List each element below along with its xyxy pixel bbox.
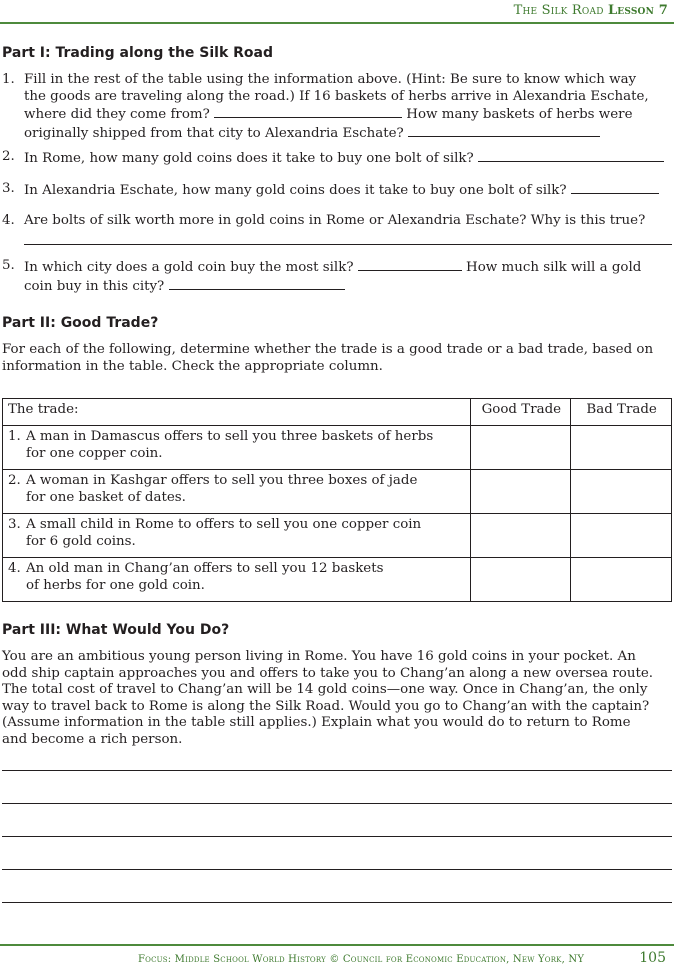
row-number: 2. xyxy=(8,473,21,488)
answer-line[interactable] xyxy=(2,770,672,771)
question-4: Are bolts of silk worth more in gold coins in Rome or Alexandria Eschate? Why is this true? xyxy=(24,213,646,228)
row-line2: for one copper coin. xyxy=(26,445,163,461)
part2-instructions xyxy=(2,342,672,375)
q1-line4 xyxy=(24,124,672,143)
q5-line1b: How much silk will a gold xyxy=(466,260,642,275)
part2-intro-line1: For each of the following, determine whether the trade is a good trade or a bad trade, based on xyxy=(2,342,654,357)
question-2 xyxy=(24,149,672,168)
footer-credit: Focus: Middle School World History © Council for Economic Education, New York, NY xyxy=(138,954,585,965)
row-line2: for 6 gold coins. xyxy=(26,533,136,549)
row-line1: A small child in Rome to offers to sell you one copper coin xyxy=(26,517,422,532)
q1-line3a: where did they come from? xyxy=(24,107,210,122)
part3-heading: Part III: What Would You Do? xyxy=(2,622,230,638)
trade-table xyxy=(2,398,672,602)
part2-intro-line2: information in the table. Check the appropriate column. xyxy=(2,358,383,374)
good-trade-cell[interactable] xyxy=(471,426,571,470)
q5-answer-blank-a[interactable] xyxy=(358,258,462,271)
header-bad-trade: Bad Trade xyxy=(571,399,672,426)
scenario-line: odd ship captain approaches you and offers to take you to Chang’an along a new oversea route. xyxy=(2,665,654,681)
q1-number: 1. xyxy=(2,72,15,87)
trade-description xyxy=(3,514,471,558)
part2-heading: Part II: Good Trade? xyxy=(2,315,159,331)
header-trade: The trade: xyxy=(3,399,471,426)
part1-heading: Part I: Trading along the Silk Road xyxy=(2,45,274,61)
q3-number: 3. xyxy=(2,181,15,196)
table-row xyxy=(3,426,672,470)
q5-answer-blank-b[interactable] xyxy=(169,277,345,290)
q2-text: In Rome, how many gold coins does it take to buy one bolt of silk? xyxy=(24,151,474,166)
answer-line[interactable] xyxy=(2,803,672,804)
header-rule xyxy=(0,22,674,24)
good-trade-cell[interactable] xyxy=(471,470,571,514)
question-5 xyxy=(24,258,672,295)
row-number: 3. xyxy=(8,517,21,532)
question-1 xyxy=(24,72,672,142)
q3-text: In Alexandria Eschate, how many gold coins does it take to buy one bolt of silk? xyxy=(24,183,567,198)
row-line2: of herbs for one gold coin. xyxy=(26,577,205,593)
scenario-line: You are an ambitious young person living in Rome. You have 16 gold coins in your pocket. An xyxy=(2,649,636,664)
q1-answer-blank-a[interactable] xyxy=(214,105,402,118)
trade-description xyxy=(3,470,471,514)
page-number: 105 xyxy=(639,950,666,966)
header-good-trade: Good Trade xyxy=(471,399,571,426)
q1-line3b: How many baskets of herbs were xyxy=(406,107,633,122)
q5-line2 xyxy=(24,277,672,296)
header-course-title: The Silk Road xyxy=(513,3,604,18)
row-line1: A woman in Kashgar offers to sell you three boxes of jade xyxy=(26,473,418,488)
row-line1: A man in Damascus offers to sell you three baskets of herbs xyxy=(26,429,434,444)
running-header xyxy=(514,3,668,18)
scenario-line: way to travel back to Rome is along the Silk Road. Would you go to Chang’an with the captain? xyxy=(2,698,650,714)
table-row xyxy=(3,470,672,514)
table-header-row xyxy=(3,399,672,426)
part3-scenario xyxy=(2,649,672,748)
q5-line1a: In which city does a gold coin buy the most silk? xyxy=(24,260,354,275)
trade-description xyxy=(3,558,471,602)
q1-line1: Fill in the rest of the table using the information above. (Hint: Be sure to know which way xyxy=(24,72,637,87)
q1-line2: the goods are traveling along the road.) If 16 baskets of herbs arrive in Alexandria Eschate, xyxy=(24,88,649,104)
table-row xyxy=(3,514,672,558)
q5-line1 xyxy=(24,258,672,277)
q5-number: 5. xyxy=(2,258,15,273)
q2-number: 2. xyxy=(2,149,15,164)
q2-answer-blank[interactable] xyxy=(478,149,664,162)
scenario-line: and become a rich person. xyxy=(2,731,183,747)
table-row xyxy=(3,558,672,602)
row-line2: for one basket of dates. xyxy=(26,489,186,505)
bad-trade-cell[interactable] xyxy=(571,558,672,602)
footer-rule xyxy=(0,944,674,946)
q3-answer-blank[interactable] xyxy=(571,181,659,194)
q5-line2-text: coin buy in this city? xyxy=(24,278,165,294)
row-number: 4. xyxy=(8,561,21,576)
bad-trade-cell[interactable] xyxy=(571,470,672,514)
trade-description xyxy=(3,426,471,470)
answer-line[interactable] xyxy=(2,836,672,837)
good-trade-cell[interactable] xyxy=(471,514,571,558)
question-3 xyxy=(24,181,672,200)
q1-answer-blank-b[interactable] xyxy=(408,124,600,137)
scenario-line: (Assume information in the table still applies.) Explain what you would do to return to Rome xyxy=(2,715,631,730)
q4-number: 4. xyxy=(2,213,15,228)
header-lesson: Lesson 7 xyxy=(607,3,668,18)
bad-trade-cell[interactable] xyxy=(571,514,672,558)
scenario-line: The total cost of travel to Chang’an will be 14 gold coins—one way. Once in Chang’an, the only xyxy=(2,682,648,697)
good-trade-cell[interactable] xyxy=(471,558,571,602)
bad-trade-cell[interactable] xyxy=(571,426,672,470)
answer-line[interactable] xyxy=(2,902,672,903)
q1-line3 xyxy=(24,105,672,124)
q4-answer-line[interactable] xyxy=(24,244,672,245)
answer-line[interactable] xyxy=(2,869,672,870)
row-number: 1. xyxy=(8,429,21,444)
row-line1: An old man in Chang’an offers to sell you 12 baskets xyxy=(26,561,384,576)
q1-line4-text: originally shipped from that city to Alexandria Eschate? xyxy=(24,125,404,141)
